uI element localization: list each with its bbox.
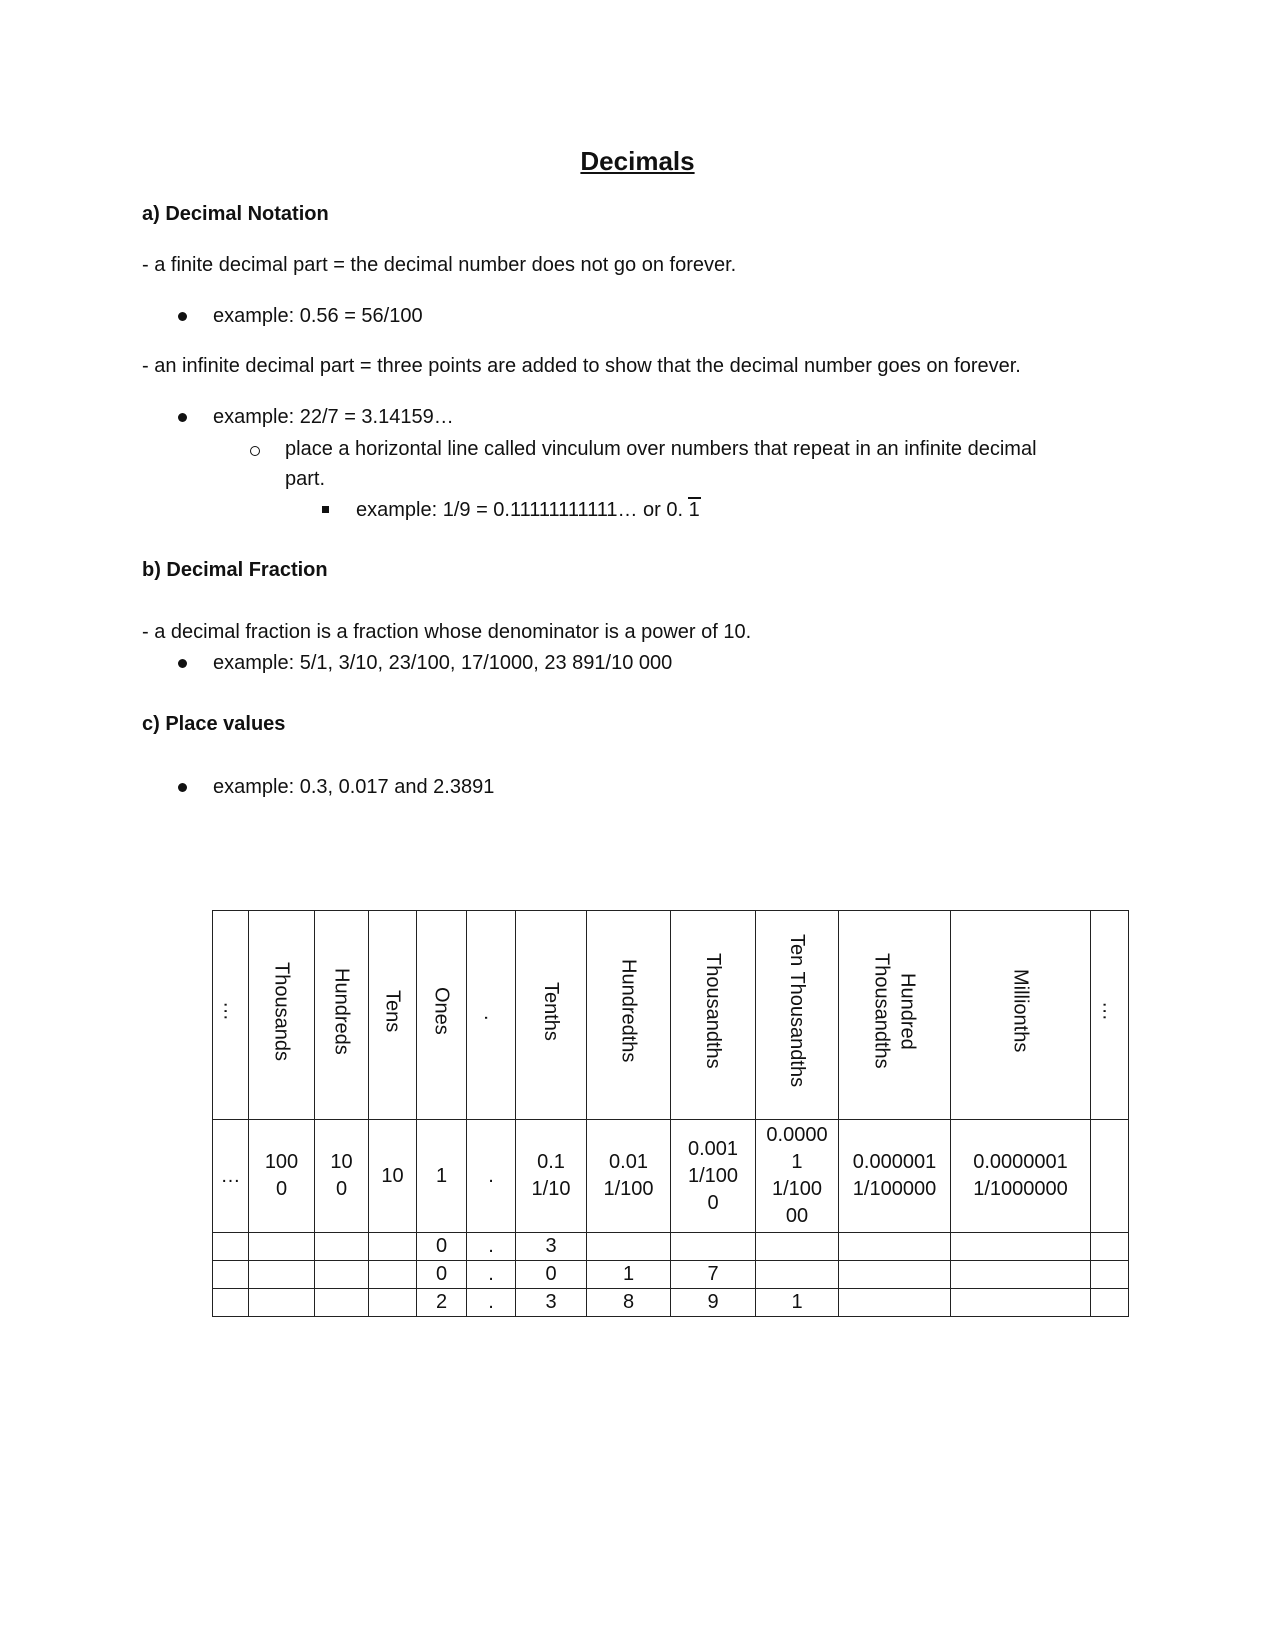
value-cell: … xyxy=(213,1120,249,1233)
table-cell xyxy=(249,1289,315,1317)
table-cell xyxy=(951,1261,1091,1289)
vinculum-bar xyxy=(688,497,701,499)
header-cell: … xyxy=(1091,911,1129,1120)
table-cell: 1 xyxy=(587,1261,671,1289)
header-cell: Hundreds xyxy=(315,911,369,1120)
bullet-icon xyxy=(178,659,187,668)
finite-decimal-text: - a finite decimal part = the decimal number does not go on forever. xyxy=(142,254,737,276)
finite-example: example: 0.56 = 56/100 xyxy=(213,305,423,327)
decimal-fraction-example: example: 5/1, 3/10, 23/100, 17/1000, 23 891/10 000 xyxy=(213,652,673,674)
table-cell: 9 xyxy=(671,1289,756,1317)
table-cell xyxy=(213,1233,249,1261)
value-cell: 100 0 xyxy=(249,1120,315,1233)
section-c-heading: c) Place values xyxy=(142,713,286,735)
table-cell: 3 xyxy=(516,1289,587,1317)
header-cell: Ones xyxy=(417,911,467,1120)
table-cell xyxy=(1091,1233,1129,1261)
header-cell: Thousandths xyxy=(671,911,756,1120)
table-cell xyxy=(1091,1261,1129,1289)
table-cell xyxy=(756,1261,839,1289)
table-cell: 0 xyxy=(516,1261,587,1289)
bullet-icon xyxy=(178,312,187,321)
table-row xyxy=(213,1289,1129,1317)
value-cell: 0.1 1/10 xyxy=(516,1120,587,1233)
bullet-icon xyxy=(178,783,187,792)
table-cell xyxy=(315,1261,369,1289)
header-cell: Hundredths xyxy=(587,911,671,1120)
table-cell: . xyxy=(467,1233,516,1261)
page-title: Decimals xyxy=(580,146,695,176)
table-cell xyxy=(249,1261,315,1289)
table-cell: . xyxy=(467,1261,516,1289)
table-cell xyxy=(1091,1289,1129,1317)
table-cell xyxy=(839,1261,951,1289)
table-cell xyxy=(587,1233,671,1261)
section-a-heading: a) Decimal Notation xyxy=(142,203,329,225)
table-cell: 0 xyxy=(417,1233,467,1261)
table-cell xyxy=(671,1233,756,1261)
header-cell: . xyxy=(467,911,516,1120)
table-cell: 7 xyxy=(671,1261,756,1289)
header-cell: Millionths xyxy=(951,911,1091,1120)
table-row xyxy=(213,1233,1129,1261)
value-cell: 0.001 1/100 0 xyxy=(671,1120,756,1233)
table-cell xyxy=(213,1289,249,1317)
place-values-example: example: 0.3, 0.017 and 2.3891 xyxy=(213,776,495,798)
value-cell xyxy=(1091,1120,1129,1233)
table-cell xyxy=(839,1233,951,1261)
decimal-fraction-text: - a decimal fraction is a fraction whose denominator is a power of 10. xyxy=(142,621,752,643)
square-bullet-icon xyxy=(322,506,329,513)
header-cell: Ten Thousandths xyxy=(756,911,839,1120)
vinculum-text-line2: part. xyxy=(285,468,326,490)
bullet-icon xyxy=(178,413,187,422)
infinite-decimal-text: - an infinite decimal part = three points are added to show that the decimal number goes on forever. xyxy=(142,355,1021,377)
table-cell xyxy=(369,1233,417,1261)
table-cell xyxy=(369,1261,417,1289)
vinculum-example xyxy=(356,499,700,522)
place-value-row xyxy=(213,1120,1129,1233)
value-cell: 0.000001 1/100000 xyxy=(839,1120,951,1233)
circle-bullet-icon xyxy=(250,446,260,456)
table-cell: 3 xyxy=(516,1233,587,1261)
table-cell xyxy=(249,1233,315,1261)
table-cell: 2 xyxy=(417,1289,467,1317)
value-cell: . xyxy=(467,1120,516,1233)
table-cell xyxy=(756,1233,839,1261)
value-cell: 1 xyxy=(417,1120,467,1233)
header-cell: Tenths xyxy=(516,911,587,1120)
header-cell: … xyxy=(213,911,249,1120)
table-row xyxy=(213,1261,1129,1289)
header-cell: Thousands xyxy=(249,911,315,1120)
table-cell xyxy=(839,1289,951,1317)
value-cell: 10 xyxy=(369,1120,417,1233)
header-row xyxy=(213,911,1129,1120)
place-value-table xyxy=(212,910,1129,1317)
vinculum-example-prefix: example: 1/9 = 0.11111111111… or 0. xyxy=(356,499,684,521)
value-cell: 0.01 1/100 xyxy=(587,1120,671,1233)
table-cell xyxy=(315,1289,369,1317)
table-cell: 0 xyxy=(417,1261,467,1289)
table-cell: . xyxy=(467,1289,516,1317)
table-cell xyxy=(213,1261,249,1289)
table-cell: 8 xyxy=(587,1289,671,1317)
value-cell: 10 0 xyxy=(315,1120,369,1233)
table-cell xyxy=(369,1289,417,1317)
table-cell xyxy=(951,1233,1091,1261)
repeating-digit: 1 xyxy=(688,499,700,521)
header-cell: Tens xyxy=(369,911,417,1120)
section-b-heading: b) Decimal Fraction xyxy=(142,559,328,581)
value-cell: 0.0000001 1/1000000 xyxy=(951,1120,1091,1233)
table-cell xyxy=(315,1233,369,1261)
infinite-example: example: 22/7 = 3.14159… xyxy=(213,406,454,428)
header-cell: Hundred Thousandths xyxy=(839,911,951,1120)
value-cell: 0.0000 1 1/100 00 xyxy=(756,1120,839,1233)
vinculum-text-line1: place a horizontal line called vinculum over numbers that repeat in an infinite decimal xyxy=(285,438,1037,460)
table-cell: 1 xyxy=(756,1289,839,1317)
table-cell xyxy=(951,1289,1091,1317)
